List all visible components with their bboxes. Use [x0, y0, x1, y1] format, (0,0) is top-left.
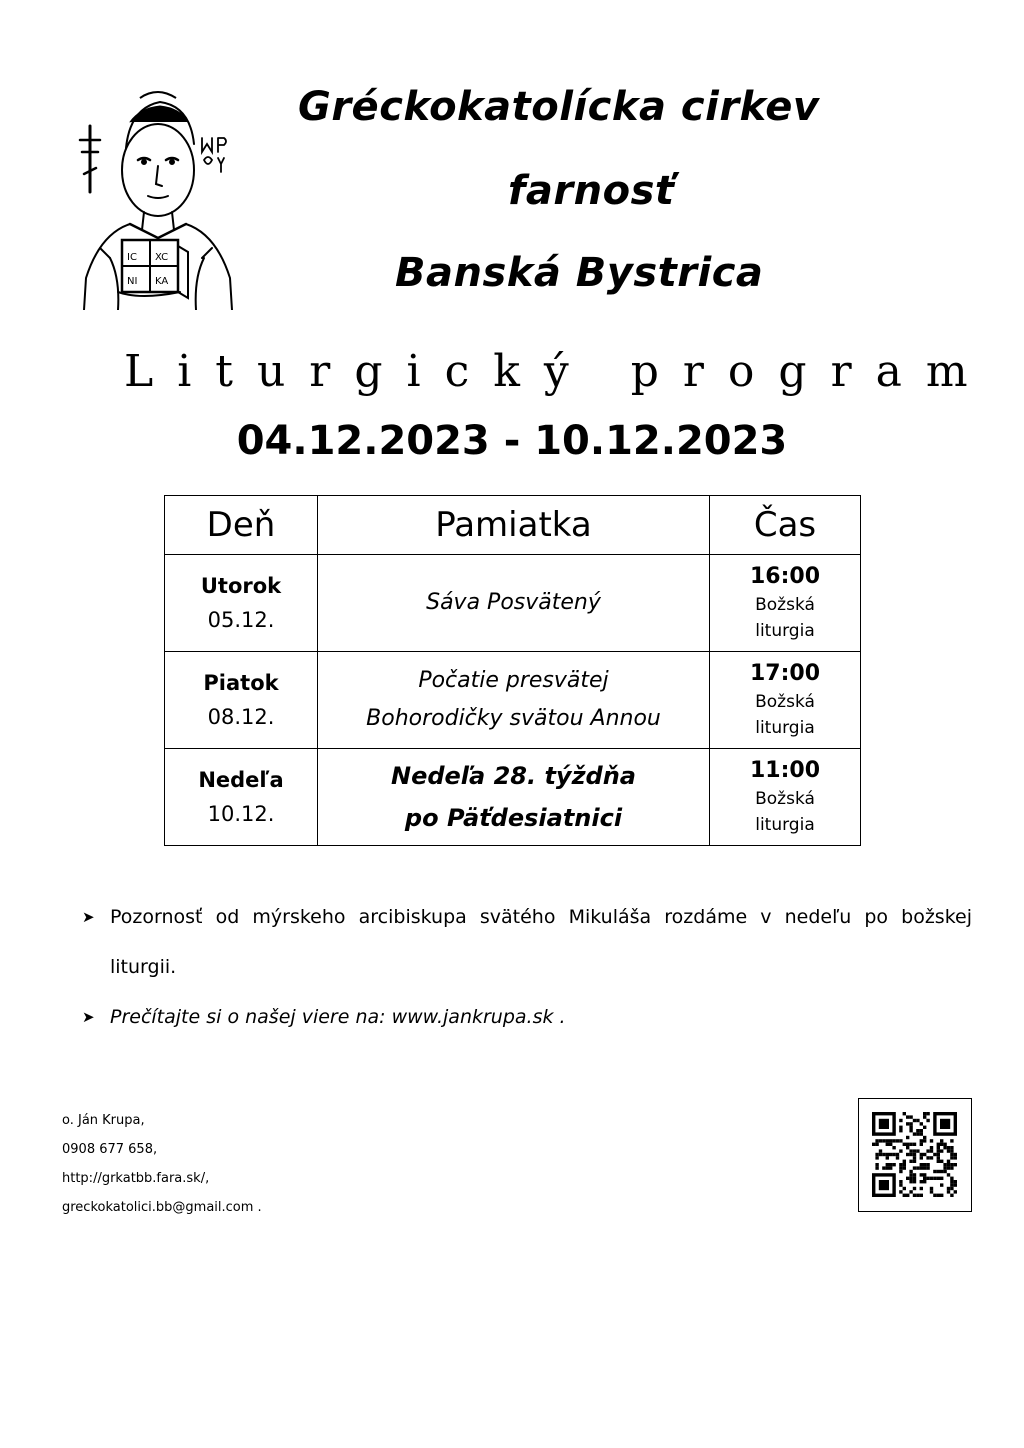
- table-row: [165, 652, 861, 749]
- time-cell: [710, 555, 861, 652]
- time-cell: [710, 749, 861, 846]
- day-cell: [165, 555, 318, 652]
- time-label: liturgia: [755, 815, 815, 835]
- svg-text:IC: IC: [127, 252, 137, 263]
- arrow-bullet-icon: ➤: [82, 908, 95, 926]
- feast-line: Sáva Posvätený: [426, 590, 601, 615]
- contact-email[interactable]: greckokatolici.bb@gmail.com .: [62, 1200, 262, 1215]
- feast-cell: [318, 652, 710, 749]
- table-row: [165, 555, 861, 652]
- notes-list: [82, 892, 972, 1042]
- svg-text:KA: KA: [155, 276, 169, 287]
- title-parish: farnosť: [508, 168, 675, 214]
- time-label: Božská: [755, 789, 815, 809]
- title-city: Banská Bystrica: [395, 250, 764, 296]
- contact-web[interactable]: http://grkatbb.fara.sk/,: [62, 1171, 210, 1186]
- table-row: [165, 749, 861, 846]
- list-item: [82, 892, 972, 992]
- feast-cell: [318, 749, 710, 846]
- day-cell: [165, 749, 318, 846]
- feast-cell: [318, 555, 710, 652]
- date-range: 04.12.2023 - 10.12.2023: [236, 418, 788, 464]
- day-name: Piatok: [203, 671, 279, 695]
- feast-line: po Päťdesiatnici: [404, 804, 623, 832]
- contact-block: [62, 1106, 262, 1222]
- priest-portrait-icon: [70, 78, 242, 310]
- note-text: Pozornosť od mýrskeho arcibiskupa svätého Mikuláša rozdáme v nedeľu po božskej liturgii.: [110, 906, 972, 978]
- day-date: 08.12.: [207, 705, 275, 729]
- time-label: liturgia: [755, 621, 815, 641]
- svg-text:NI: NI: [127, 276, 138, 287]
- feast-line: Nedeľa 28. týždňa: [390, 762, 636, 790]
- day-name: Utorok: [200, 574, 282, 598]
- day-name: Nedeľa: [198, 768, 284, 792]
- day-cell: [165, 652, 318, 749]
- day-date: 05.12.: [207, 608, 275, 632]
- time-cell: [710, 652, 861, 749]
- column-header-day: Deň: [165, 496, 318, 555]
- feast-line: Bohorodičky svätou Annou: [366, 706, 661, 731]
- table-header-row: [165, 496, 861, 555]
- column-header-feast: Pamiatka: [318, 496, 710, 555]
- day-date: 10.12.: [207, 802, 275, 826]
- column-header-time: Čas: [710, 496, 861, 555]
- arrow-bullet-icon: ➤: [82, 1008, 95, 1026]
- note-text: Prečítajte si o našej viere na: www.jankrupa.sk .: [110, 1006, 566, 1028]
- time-label: liturgia: [755, 718, 815, 738]
- title-church: Gréckokatolícka cirkev: [298, 84, 820, 130]
- qr-code-icon: [858, 1098, 972, 1212]
- time: 16:00: [749, 564, 821, 589]
- time-label: Božská: [755, 595, 815, 615]
- svg-text:XC: XC: [155, 252, 169, 263]
- contact-phone: 0908 677 658,: [62, 1142, 158, 1157]
- feast-line: Počatie presvätej: [418, 668, 609, 693]
- schedule-table: [164, 495, 861, 846]
- time: 11:00: [749, 758, 821, 783]
- time: 17:00: [749, 661, 821, 686]
- time-label: Božská: [755, 692, 815, 712]
- program-title: Liturgický program: [124, 346, 992, 397]
- list-item: [82, 992, 972, 1042]
- contact-name: o. Ján Krupa,: [62, 1113, 145, 1128]
